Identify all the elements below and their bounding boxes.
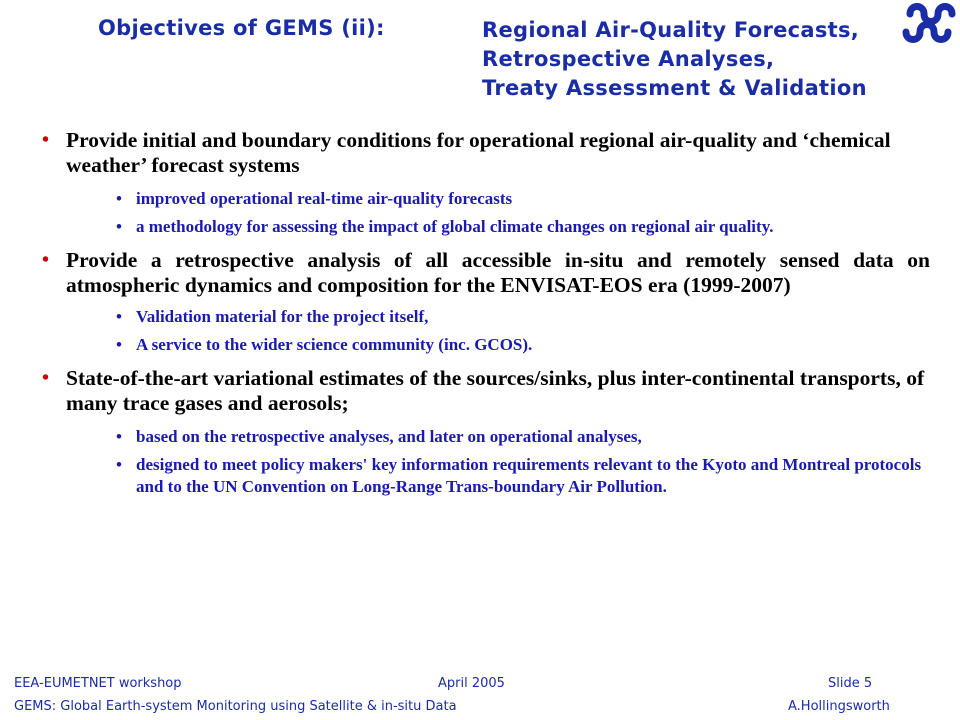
slide-body [0,128,960,498]
footer-workshop: EEA-EUMETNET workshop [14,676,182,691]
sub-bullet-marker: • [116,217,122,236]
bullet-1-sub-2-text: a methodology for assessing the impact of global climate changes on regional air quality. [136,217,774,236]
bullet-1-sub-1-text: improved operational real-time air-quality forecasts [136,189,513,208]
bullet-3-text: State-of-the-art variational estimates of the sources/sinks, plus inter-continental transports, of many trace gases and aerosols; [66,366,925,415]
bullet-3-sub-2 [116,454,930,498]
bullet-3 [42,366,930,416]
footer-author: A.Hollingsworth [788,699,890,714]
slide-title-prefix: Objectives of GEMS (ii): [98,16,385,40]
footer-project: GEMS: Global Earth-system Monitoring using Satellite & in-situ Data [14,699,457,714]
footer-row-2 [14,699,894,717]
slide-title-line-1: Regional Air-Quality Forecasts, [482,18,860,42]
footer-row-1 [14,676,894,694]
bullet-marker: • [42,367,50,389]
bullet-2 [42,248,930,298]
bullet-marker: • [42,129,50,151]
footer-date: April 2005 [438,676,505,691]
sub-bullet-marker: • [116,455,122,474]
bullet-3-sub-2-text: designed to meet policy makers' key information requirements relevant to the Kyoto and Montreal protocols and to the UN Convention on Long-Range Trans-boundary Air Pollution. [136,455,922,496]
bullet-2-sub-2-text: A service to the wider science community (inc. GCOS). [136,335,533,354]
ecmwf-logo-icon [900,2,956,50]
bullet-1 [42,128,930,178]
bullet-2-text: Provide a retrospective analysis of all accessible in-situ and remotely sensed data on atmospheric dynamics and composition for the ENVISAT-EOS era (1999-2007) [66,248,930,297]
slide-title-line-3: Treaty Assessment & Validation [482,76,867,100]
sub-bullet-marker: • [116,335,122,354]
bullet-marker: • [42,249,50,271]
bullet-1-text: Provide initial and boundary conditions for operational regional air-quality and ‘chemical weather’ forecast systems [66,128,891,177]
slide-title-line-2: Retrospective Analyses, [482,47,775,71]
bullet-3-sub-1 [116,426,930,448]
bullet-1-sub-1 [116,188,930,210]
sub-bullet-marker: • [116,307,122,326]
sub-bullet-marker: • [116,189,122,208]
footer-slide-number: Slide 5 [828,676,873,691]
slide-title [482,16,867,103]
bullet-3-sub-1-text: based on the retrospective analyses, and later on operational analyses, [136,427,642,446]
bullet-1-sub-2 [116,216,930,238]
bullet-2-sub-1 [116,306,930,328]
sub-bullet-marker: • [116,427,122,446]
bullet-2-sub-1-text: Validation material for the project itself, [136,307,429,326]
bullet-2-sub-2 [116,334,930,356]
